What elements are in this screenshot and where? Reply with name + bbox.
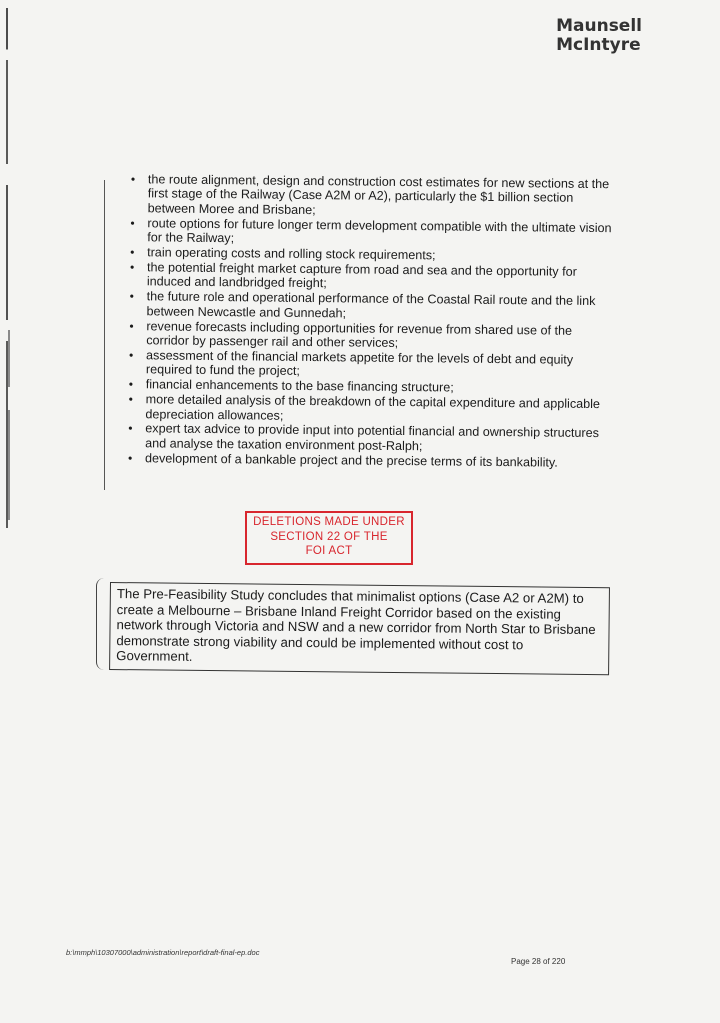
list-item [115, 421, 615, 455]
logo-line-2: McIntyre [556, 35, 641, 55]
list-item [115, 392, 615, 426]
change-bar [104, 180, 105, 490]
list-item [116, 319, 616, 353]
stamp-line-1: DELETIONS MADE UNDER [253, 516, 405, 528]
list-item-text: revenue forecasts including opportunities for revenue from shared use of the corridor by passenger rail and other services; [146, 318, 573, 350]
list-item-text: route options for future longer term development compatible with the ultimate vision for the Railway; [147, 216, 612, 246]
footer-page-number: Page 28 of 220 [511, 957, 566, 966]
list-item-text: the future role and operational performance of the Coastal Rail route and the link between Newcastle and Gunnedah; [146, 289, 596, 321]
bullet-icon: • [130, 215, 135, 230]
bullet-icon: • [128, 392, 133, 407]
bullet-list-section [115, 172, 618, 471]
bullet-icon: • [129, 318, 134, 333]
list-item-text: the potential freight market capture from road and sea and the opportunity for induced and landbridged freight; [146, 260, 577, 291]
list-item-text: the route alignment, design and construction cost estimates for new sections at the first stage of the Railway (Case A2M or A2), particularly the $1 billion section between Moree and Brisbane; [147, 172, 610, 217]
list-item-text: expert tax advice to provide input into potential financial and ownership structures and analyse the taxation environment post-Ralph; [145, 421, 600, 454]
logo-line-1: Maunsell [556, 16, 642, 36]
bullet-icon: • [129, 260, 135, 275]
bullet-icon: • [128, 377, 134, 392]
list-item [116, 289, 616, 323]
foi-deletion-stamp [245, 511, 413, 565]
bullet-icon: • [127, 450, 133, 465]
list-item [117, 260, 617, 294]
list-item-text: assessment of the financial markets appetite for the levels of debt and equity required to fund the project; [145, 348, 574, 379]
summary-bracket [96, 578, 107, 670]
company-logo [556, 17, 642, 55]
scan-edge-mark [8, 330, 10, 520]
list-item [117, 216, 617, 250]
bullet-icon: • [128, 421, 133, 436]
bullet-icon: • [129, 289, 134, 304]
stamp-line-3: FOI ACT [305, 545, 353, 557]
stamp-line-2: SECTION 22 OF THE [270, 530, 388, 543]
list-item [118, 172, 618, 220]
list-item-text: train operating costs and rolling stock requirements; [147, 245, 436, 263]
bullet-icon: • [129, 348, 134, 363]
bullet-icon: • [130, 172, 136, 187]
conclusion-text: The Pre-Feasibility Study concludes that minimalist options (Case A2 or A2M) to create a Melbourne – Brisbane Inland Freight Corridor based on the existing network through Victoria and NSW and a new corridor from North Star to Brisbane demonstrate strong viability and could be implemented without cost to Government. [116, 586, 596, 665]
list-item [116, 348, 616, 382]
bullet-icon: • [130, 245, 135, 260]
list-item-text: more detailed analysis of the breakdown of the capital expenditure and applicable depreciation allowances; [145, 392, 601, 423]
list-item-text: financial enhancements to the base financing structure; [145, 377, 454, 395]
footer-file-path: b:\mmph\10307000\administration\report\draft-final-ep.doc [66, 948, 260, 957]
conclusion-box [109, 582, 610, 675]
bullet-list [115, 172, 618, 470]
list-item-text: development of a bankable project and the precise terms of its bankability. [144, 451, 558, 470]
